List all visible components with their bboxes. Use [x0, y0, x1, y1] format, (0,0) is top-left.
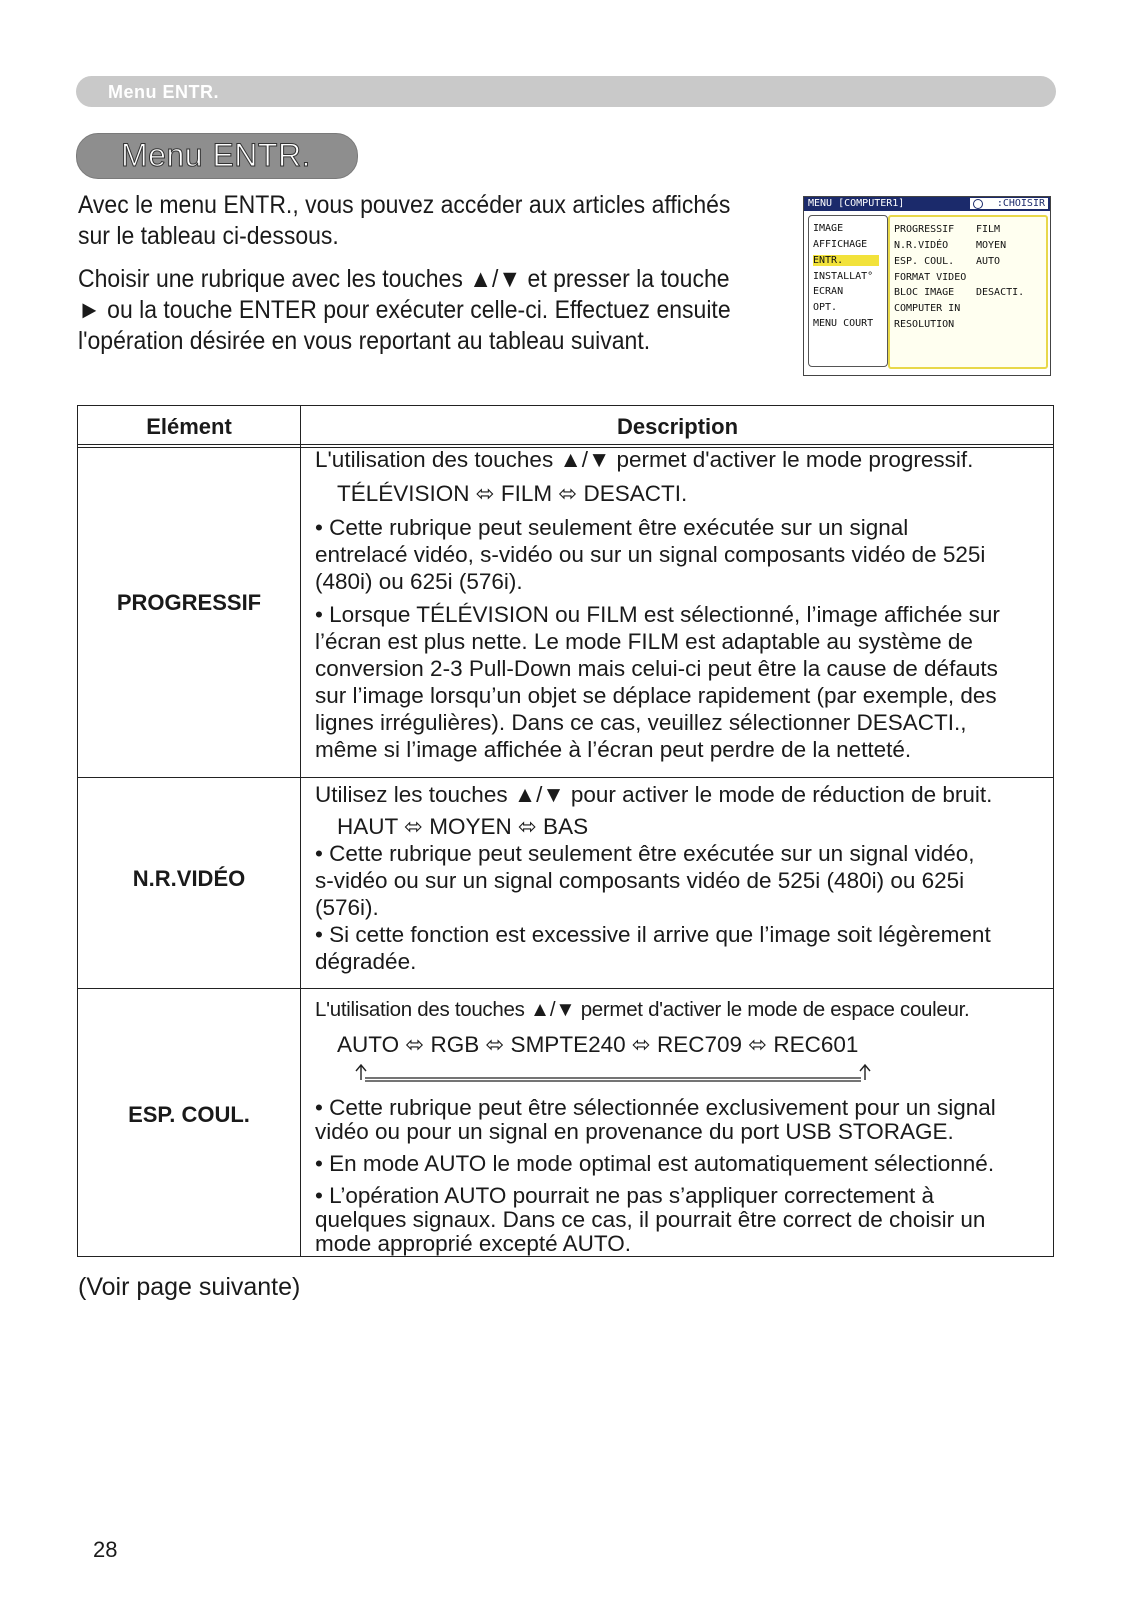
row-rule — [78, 988, 1053, 989]
settings-table — [77, 405, 1054, 1257]
osd-left-panel — [808, 215, 888, 367]
osd-menu-item: ECRAN — [813, 286, 844, 297]
osd-setting-value: AUTO — [976, 256, 1001, 267]
desc-line: • Cette rubrique peut seulement être exécutée sur un signal vidéo, — [315, 841, 975, 866]
column-divider — [300, 406, 301, 1256]
desc-line: • Cette rubrique peut seulement être exécutée sur un signal — [315, 515, 909, 540]
option-cycle: AUTO ⬄ RGB ⬄ SMPTE240 ⬄ REC709 ⬄ REC601 — [337, 1032, 859, 1057]
running-header-label: Menu ENTR. — [108, 82, 219, 102]
running-header — [76, 76, 1056, 107]
osd-setting-name: N.R.VIDÉO — [894, 240, 949, 251]
desc-line: l’écran est plus nette. Le mode FILM est adaptable au système de — [315, 629, 973, 654]
section-title-text: Menu ENTR. — [121, 137, 311, 173]
row-label-progressif: PROGRESSIF — [116, 590, 262, 615]
osd-setting-value: MOYEN — [976, 240, 1007, 251]
desc-line: s-vidéo ou sur un signal composants vidéo de 525i (480i) ou 625i — [315, 868, 965, 893]
osd-menu-item: AFFICHAGE — [813, 239, 868, 250]
row-desc-espcoul — [315, 996, 1035, 1256]
dial-icon — [973, 199, 983, 209]
osd-choose-hint — [970, 198, 1048, 209]
desc-line: même si l’image affichée à l’écran peut perdre de la netteté. — [315, 737, 912, 762]
desc-line: dégradée. — [315, 949, 417, 974]
osd-setting-name: ESP. COUL. — [894, 256, 955, 267]
intro-line: Choisir une rubrique avec les touches ▲/▼ et presser la touche — [78, 265, 730, 293]
osd-setting-value: DESACTI. — [976, 287, 1025, 298]
osd-title-bar — [804, 197, 1050, 211]
osd-menu-item: MENU COURT — [813, 318, 874, 329]
intro-line: Avec le menu ENTR., vous pouvez accéder aux articles affichés — [78, 191, 731, 219]
row-desc-nrvideo — [315, 781, 1035, 975]
desc-line: Utilisez les touches ▲/▼ pour activer le mode de réduction de bruit. — [315, 782, 993, 807]
page-number: 28 — [93, 1537, 118, 1562]
continued-note: (Voir page suivante) — [78, 1273, 301, 1301]
osd-menu-item: OPT. — [813, 302, 838, 313]
osd-menu-item: INSTALLAT° — [813, 271, 874, 282]
desc-line: lignes irrégulières). Dans ce cas, veuillez sélectionner DESACTI., — [315, 710, 967, 735]
osd-setting-name: BLOC IMAGE — [894, 287, 955, 298]
desc-line: vidéo ou pour un signal en provenance du port USB STORAGE. — [315, 1119, 954, 1144]
desc-line: (480i) ou 625i (576i). — [315, 569, 523, 594]
intro-line: ► ou la touche ENTER pour exécuter celle-ci. Effectuez ensuite — [78, 296, 731, 324]
option-cycle: TÉLÉVISION ⬄ FILM ⬄ DESACTI. — [337, 481, 688, 506]
column-header-element: Elément — [146, 414, 232, 439]
osd-setting-value: FILM — [976, 224, 1001, 235]
intro-text — [78, 190, 731, 363]
desc-line: L'utilisation des touches ▲/▼ permet d'activer le mode progressif. — [315, 447, 974, 472]
desc-line: L'utilisation des touches ▲/▼ permet d'activer le mode de espace couleur. — [315, 998, 970, 1021]
osd-setting-name: FORMAT VIDEO — [894, 272, 967, 283]
osd-setting-name: COMPUTER IN — [894, 303, 961, 314]
osd-right-panel — [888, 215, 1048, 369]
desc-line: (576i). — [315, 895, 379, 920]
osd-menu-item-selected: ENTR. — [813, 255, 879, 266]
osd-menu-item: IMAGE — [813, 223, 844, 234]
intro-line: sur le tableau ci-dessous. — [78, 222, 339, 250]
osd-setting-name: RESOLUTION — [894, 319, 955, 330]
desc-line: • En mode AUTO le mode optimal est automatiquement sélectionné. — [315, 1151, 995, 1176]
loop-arrow-icon — [353, 1060, 913, 1084]
intro-line: l'opération désirée en vous reportant au tableau suivant. — [78, 327, 651, 355]
desc-line: • Lorsque TÉLÉVISION ou FILM est sélectionné, l’image affichée sur — [315, 602, 1000, 627]
row-label-espcoul: ESP. COUL. — [128, 1102, 250, 1127]
desc-line: mode approprié excepté AUTO. — [315, 1231, 632, 1256]
osd-title: MENU [COMPUTER1] — [808, 198, 905, 209]
desc-line: sur l’image lorsqu’un objet se déplace rapidement (par exemple, des — [315, 683, 997, 708]
desc-line: • Cette rubrique peut être sélectionnée exclusivement pour un signal — [315, 1095, 996, 1120]
column-header-description: Description — [616, 414, 739, 439]
row-label-nrvideo: N.R.VIDÉO — [132, 866, 246, 891]
desc-line: quelques signaux. Dans ce cas, il pourrait être correct de choisir un — [315, 1207, 986, 1232]
section-title — [76, 133, 358, 179]
desc-line: entrelacé vidéo, s-vidéo ou sur un signal composants vidéo de 525i — [315, 542, 986, 567]
osd-menu-illustration — [803, 196, 1051, 376]
row-rule — [78, 777, 1053, 778]
desc-line: • L’opération AUTO pourrait ne pas s’appliquer correctement à — [315, 1183, 935, 1208]
desc-line: • Si cette fonction est excessive il arrive que l’image soit légèrement — [315, 922, 991, 947]
option-cycle: HAUT ⬄ MOYEN ⬄ BAS — [337, 814, 589, 839]
desc-line: conversion 2-3 Pull-Down mais celui-ci peut être la cause de défauts — [315, 656, 998, 681]
osd-setting-name: PROGRESSIF — [894, 224, 955, 235]
row-desc-progressif — [315, 446, 1035, 763]
osd-choose-label: :CHOISIR — [996, 198, 1045, 209]
